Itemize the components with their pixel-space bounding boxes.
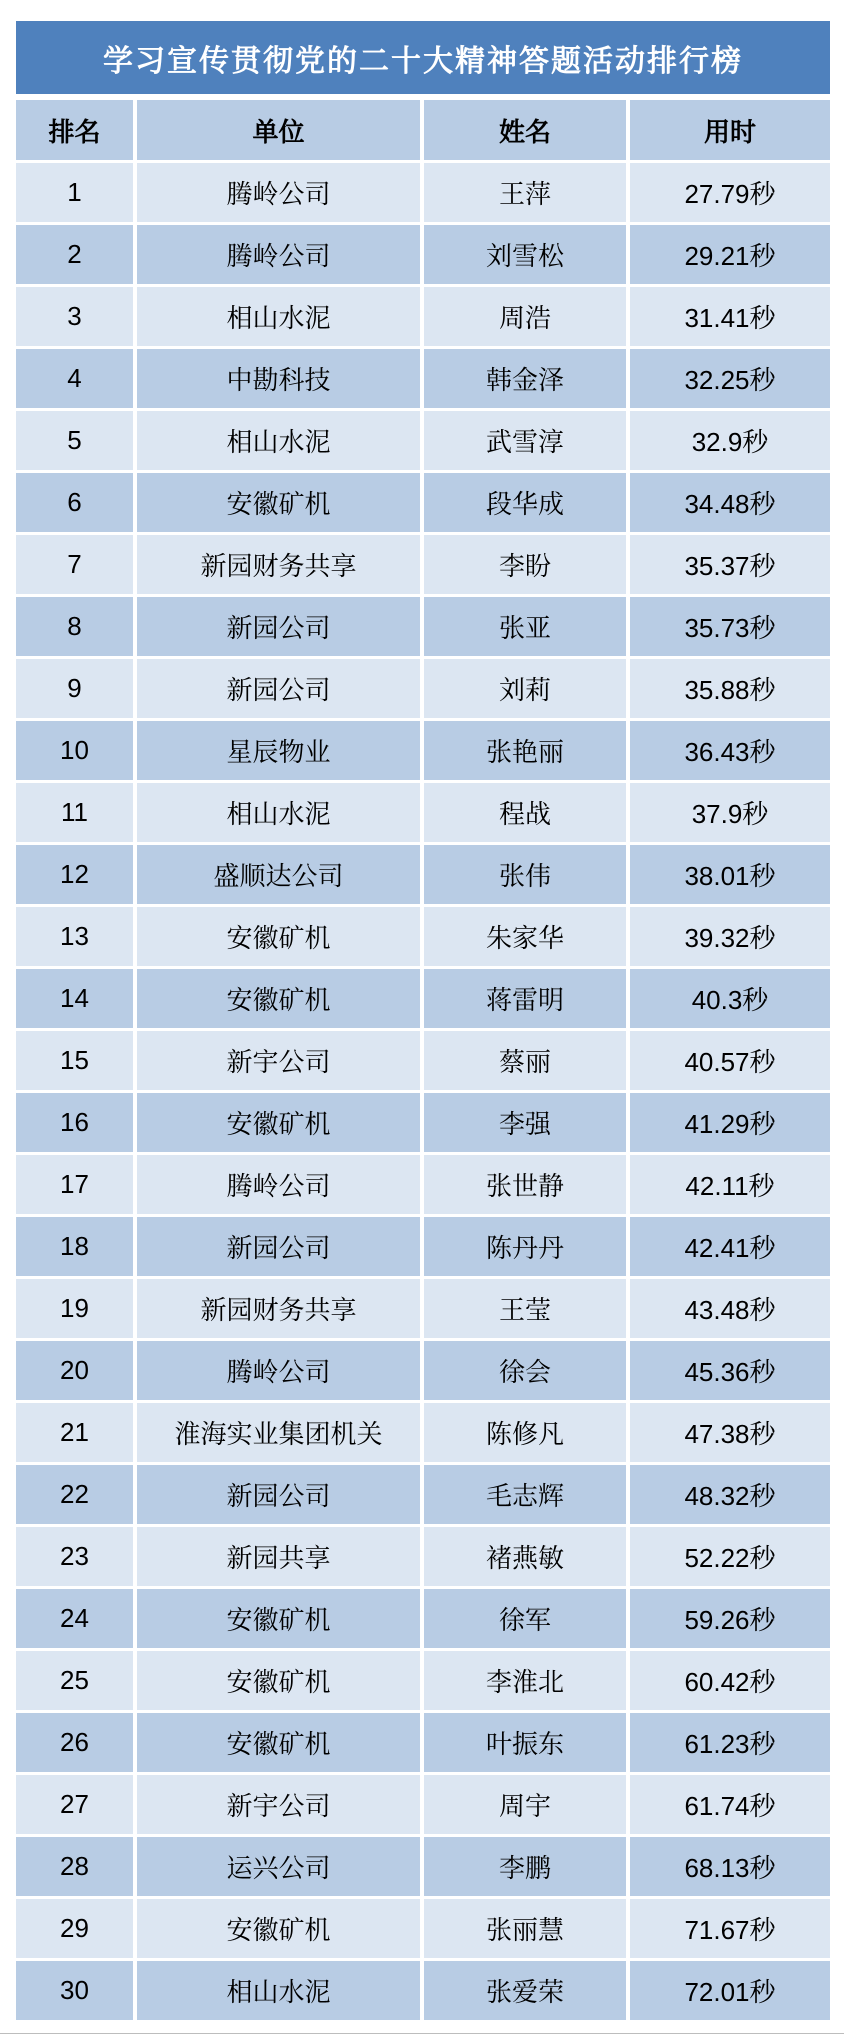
cell-time: 29.21秒 [630, 225, 830, 284]
cell-unit: 新园财务共享 [137, 535, 420, 594]
cell-rank: 12 [16, 845, 133, 904]
cell-rank: 11 [16, 783, 133, 842]
cell-rank: 15 [16, 1031, 133, 1090]
cell-unit: 相山水泥 [137, 287, 420, 346]
cell-name: 陈修凡 [424, 1403, 626, 1462]
cell-time: 72.01秒 [630, 1961, 830, 2020]
cell-rank: 5 [16, 411, 133, 470]
page-title: 学习宣传贯彻党的二十大精神答题活动排行榜 [16, 21, 830, 94]
cell-name: 张亚 [424, 597, 626, 656]
cell-name: 蔡丽 [424, 1031, 626, 1090]
cell-rank: 7 [16, 535, 133, 594]
cell-rank: 4 [16, 349, 133, 408]
cell-time: 38.01秒 [630, 845, 830, 904]
cell-rank: 17 [16, 1155, 133, 1214]
cell-name: 张伟 [424, 845, 626, 904]
cell-name: 刘莉 [424, 659, 626, 718]
cell-name: 朱家华 [424, 907, 626, 966]
cell-time: 43.48秒 [630, 1279, 830, 1338]
cell-unit: 安徽矿机 [137, 1899, 420, 1958]
cell-unit: 腾岭公司 [137, 1341, 420, 1400]
cell-name: 周宇 [424, 1775, 626, 1834]
cell-name: 褚燕敏 [424, 1527, 626, 1586]
cell-name: 李鹏 [424, 1837, 626, 1896]
cell-name: 叶振东 [424, 1713, 626, 1772]
column-header-name: 姓名 [424, 100, 626, 160]
cell-unit: 运兴公司 [137, 1837, 420, 1896]
cell-name: 王莹 [424, 1279, 626, 1338]
cell-name: 徐军 [424, 1589, 626, 1648]
cell-rank: 24 [16, 1589, 133, 1648]
cell-rank: 9 [16, 659, 133, 718]
cell-name: 张世静 [424, 1155, 626, 1214]
column-header-rank: 排名 [16, 100, 133, 160]
cell-unit: 新园财务共享 [137, 1279, 420, 1338]
cell-name: 韩金泽 [424, 349, 626, 408]
cell-unit: 中勘科技 [137, 349, 420, 408]
cell-rank: 19 [16, 1279, 133, 1338]
cell-name: 李淮北 [424, 1651, 626, 1710]
cell-unit: 淮海实业集团机关 [137, 1403, 420, 1462]
cell-rank: 3 [16, 287, 133, 346]
cell-name: 刘雪松 [424, 225, 626, 284]
cell-rank: 1 [16, 163, 133, 222]
cell-name: 武雪淳 [424, 411, 626, 470]
cell-unit: 星辰物业 [137, 721, 420, 780]
cell-unit: 新园公司 [137, 1217, 420, 1276]
cell-rank: 27 [16, 1775, 133, 1834]
cell-unit: 安徽矿机 [137, 1713, 420, 1772]
cell-name: 王萍 [424, 163, 626, 222]
cell-time: 32.9秒 [630, 411, 830, 470]
cell-time: 48.32秒 [630, 1465, 830, 1524]
cell-unit: 新宇公司 [137, 1031, 420, 1090]
cell-rank: 23 [16, 1527, 133, 1586]
cell-time: 60.42秒 [630, 1651, 830, 1710]
cell-rank: 26 [16, 1713, 133, 1772]
ranking-table [16, 100, 830, 2020]
cell-rank: 2 [16, 225, 133, 284]
cell-name: 李强 [424, 1093, 626, 1152]
cell-time: 32.25秒 [630, 349, 830, 408]
cell-time: 35.37秒 [630, 535, 830, 594]
cell-unit: 安徽矿机 [137, 1589, 420, 1648]
cell-time: 39.32秒 [630, 907, 830, 966]
cell-unit: 安徽矿机 [137, 907, 420, 966]
cell-name: 张艳丽 [424, 721, 626, 780]
column-header-time: 用时 [630, 100, 830, 160]
cell-time: 61.23秒 [630, 1713, 830, 1772]
cell-rank: 28 [16, 1837, 133, 1896]
cell-name: 蒋雷明 [424, 969, 626, 1028]
cell-rank: 30 [16, 1961, 133, 2020]
cell-time: 71.67秒 [630, 1899, 830, 1958]
cell-rank: 10 [16, 721, 133, 780]
cell-unit: 新园公司 [137, 1465, 420, 1524]
cell-time: 42.41秒 [630, 1217, 830, 1276]
cell-time: 40.3秒 [630, 969, 830, 1028]
cell-name: 毛志辉 [424, 1465, 626, 1524]
cell-time: 40.57秒 [630, 1031, 830, 1090]
cell-name: 周浩 [424, 287, 626, 346]
cell-time: 31.41秒 [630, 287, 830, 346]
cell-time: 27.79秒 [630, 163, 830, 222]
cell-rank: 20 [16, 1341, 133, 1400]
cell-rank: 22 [16, 1465, 133, 1524]
cell-name: 段华成 [424, 473, 626, 532]
cell-unit: 新园公司 [137, 659, 420, 718]
cell-time: 34.48秒 [630, 473, 830, 532]
cell-time: 52.22秒 [630, 1527, 830, 1586]
cell-name: 张丽慧 [424, 1899, 626, 1958]
cell-rank: 8 [16, 597, 133, 656]
cell-unit: 相山水泥 [137, 1961, 420, 2020]
cell-time: 68.13秒 [630, 1837, 830, 1896]
cell-unit: 相山水泥 [137, 783, 420, 842]
cell-unit: 腾岭公司 [137, 225, 420, 284]
cell-time: 36.43秒 [630, 721, 830, 780]
cell-unit: 腾岭公司 [137, 163, 420, 222]
cell-time: 35.73秒 [630, 597, 830, 656]
cell-time: 35.88秒 [630, 659, 830, 718]
page-bottom-divider [0, 2033, 844, 2034]
cell-rank: 6 [16, 473, 133, 532]
cell-rank: 29 [16, 1899, 133, 1958]
cell-rank: 18 [16, 1217, 133, 1276]
cell-unit: 安徽矿机 [137, 473, 420, 532]
cell-time: 47.38秒 [630, 1403, 830, 1462]
cell-unit: 相山水泥 [137, 411, 420, 470]
cell-time: 42.11秒 [630, 1155, 830, 1214]
cell-rank: 25 [16, 1651, 133, 1710]
cell-unit: 安徽矿机 [137, 969, 420, 1028]
cell-name: 陈丹丹 [424, 1217, 626, 1276]
cell-time: 61.74秒 [630, 1775, 830, 1834]
column-header-unit: 单位 [137, 100, 420, 160]
cell-name: 程战 [424, 783, 626, 842]
cell-rank: 14 [16, 969, 133, 1028]
cell-unit: 盛顺达公司 [137, 845, 420, 904]
cell-unit: 新宇公司 [137, 1775, 420, 1834]
cell-time: 37.9秒 [630, 783, 830, 842]
cell-time: 41.29秒 [630, 1093, 830, 1152]
cell-name: 张爱荣 [424, 1961, 626, 2020]
cell-unit: 腾岭公司 [137, 1155, 420, 1214]
cell-rank: 13 [16, 907, 133, 966]
cell-time: 45.36秒 [630, 1341, 830, 1400]
cell-name: 徐会 [424, 1341, 626, 1400]
cell-name: 李盼 [424, 535, 626, 594]
cell-unit: 新园公司 [137, 597, 420, 656]
cell-unit: 新园共享 [137, 1527, 420, 1586]
cell-unit: 安徽矿机 [137, 1651, 420, 1710]
cell-rank: 21 [16, 1403, 133, 1462]
cell-rank: 16 [16, 1093, 133, 1152]
cell-time: 59.26秒 [630, 1589, 830, 1648]
cell-unit: 安徽矿机 [137, 1093, 420, 1152]
